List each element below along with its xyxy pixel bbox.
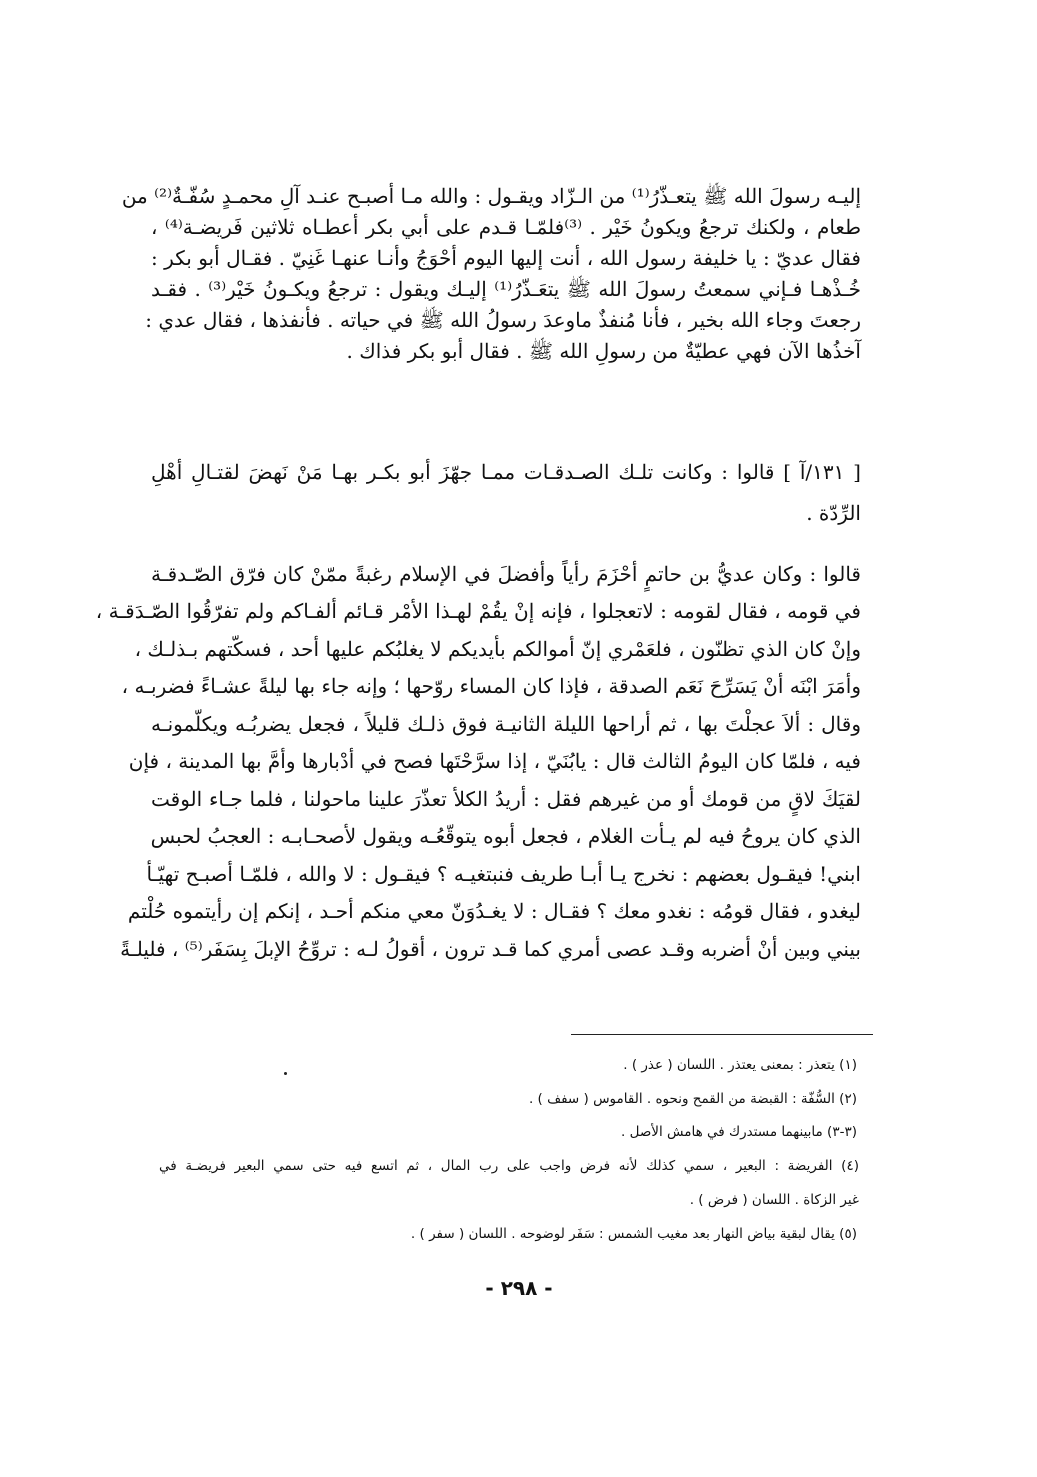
text-line: ابني! فيقـول بعضهم : نخرج يـا أبـا طريف فنبتغيـه ؟ فيقـول : لا والله ، فلمّـا أصبـح تهيّـأ: [146, 862, 861, 886]
text-line: وقال : ألاَ عجلْتَ بها ، ثم أراحها الليلة الثانيـة فوق ذلـك قليلاً ، فجعل يضربُـه ويكلّمونـه: [151, 712, 861, 736]
text-line: [ ١٣١/آ ] قالوا : وكانت تلـك الصـدقـات ممـا جهّزَ أبو بكـر بهـا مَنْ نَهضَ لقتـالِ أهْلِ: [151, 460, 861, 484]
text-line: إليـه رسولَ الله ﷺ يتعـذّرُ⁽¹⁾ من الـزّاد ويقـول : والله مـا أصبـح عنـد آلِ محمـدٍ سُفّـةٌ⁽²⁾ من: [121, 184, 861, 208]
text-line: فقال عديّ : يا خليفة رسول الله ، أنت إليها اليوم أحْوَجُ وأنـا عنهـا غَنِيّ . فقـال أبو بكر :: [151, 246, 861, 270]
page-number: - ٢٩٨ -: [485, 1276, 553, 1300]
text-line: وأمَرَ ابْنَه أنْ يَسَرِّحَ نَعَم الصدقة ، فإذا كان المساء روّحها ؛ وإنه جاء بها ليلةً عشـاءً فضربـه ،: [121, 674, 861, 698]
footnote-item: (٢) السُّفّة : القبضة من القمح ونحوه . القاموس ( سفف ) .: [528, 1091, 857, 1107]
text-line: الرِّدّة .: [806, 501, 861, 525]
text-line: طعام ، ولكنك ترجعُ ويكونُ خَيْر . ⁽³⁾فلمّـا قـدم على أبي بكر أعطـاه ثلاثين فَريضـة⁽⁴⁾ ،: [151, 215, 861, 239]
text-line: ليغدو ، فقال قومُه : نغدو معك ؟ فقـال : لا يغـدُوَنّ معي منكم أحـد ، إنكم إن رأيتموه حُلْتم: [127, 899, 861, 923]
footnote-item: (٤) الفريضة : البعير ، سمي كذلك لأنه فرض واجب على رب المال ، ثم اتسع فيه حتى سمي البعير فريضـة في: [159, 1158, 859, 1174]
text-line: بيني وبين أنْ أضربه وقـد عصى أمري كما قـد ترون ، أقولُ لـه : تروِّحُ الإبلَ بِسَفَر⁽⁵⁾ ، فليلـةً: [120, 937, 861, 961]
text-line: قالوا : وكان عديُّ بن حاتمٍ أحْزَمَ رأياً وأفضلَ في الإسلام رغبةً ممّنْ كان فرّق الصّـدقـة: [151, 562, 861, 586]
footnote-item: (٥) يقال لبقية بياض النهار بعد مغيب الشمس : سَفَر لوضوحه . اللسان ( سفر ) .: [410, 1226, 857, 1242]
text-line: الذي كان يروحُ فيه لم يـأت الغلام ، فجعل أبوه يتوقّعُـه ويقول لأصحـابـه : العجبُ لحبس: [150, 824, 861, 848]
text-line: في قومه ، فقال لقومه : لاتعجلوا ، فإنه إنْ يقُمْ لهـذا الأمْر قـائم ألفـاكم ولم تفرّقُوا الصّـدَقـة ،: [95, 599, 861, 623]
text-line: رجعتَ وجاء الله بخير ، فأنا مُنفذٌ ماوعدَ رسولُ الله ﷺ في حياته . فأنفذها ، فقال عدي :: [145, 308, 861, 332]
footnote-item: (٣-٣) مابينهما مستدرك في هامش الأصل .: [621, 1124, 857, 1140]
text-line: وإنْ كان الذي تظنّون ، فلعَمْري إنّ أموالكم بأيديكم لا يغلبُكم عليها أحد ، فسكّتهم بـذلـك ،: [134, 637, 861, 661]
footnote-item-continuation: غير الزكاة . اللسان ( فرض ) .: [689, 1192, 859, 1208]
text-line: خُـذْهـا فـإني سمعتُ رسولَ الله ﷺ يتعَـذّرُ⁽¹⁾ إليـك ويقول : ترجعُ ويكـونُ خَيْر⁽³⁾ . فقـد: [151, 277, 861, 301]
text-line: لقيَكَ لاقٍ من قومك أو من غيرهم فقل : أريدُ الكلأ تعذّرَ علينا ماحولنا ، فلما جـاء الوقت: [151, 787, 861, 811]
footnote-item: (١) يتعذر : بمعنى يعتذر . اللسان ( عذر ) .: [623, 1057, 857, 1073]
text-line: فيه ، فلمّا كان اليومُ الثالث قال : يابُنَيّ ، إذا سرَّحْتَها فصح في أدْبارها وأمَّ بها المدينة ، فإن: [128, 749, 861, 773]
text-line: آخذُها الآن فهي عطيّةٌ من رسولِ الله ﷺ . فقال أبو بكر فذاك .: [346, 339, 861, 363]
footnote-divider: [571, 1034, 873, 1035]
